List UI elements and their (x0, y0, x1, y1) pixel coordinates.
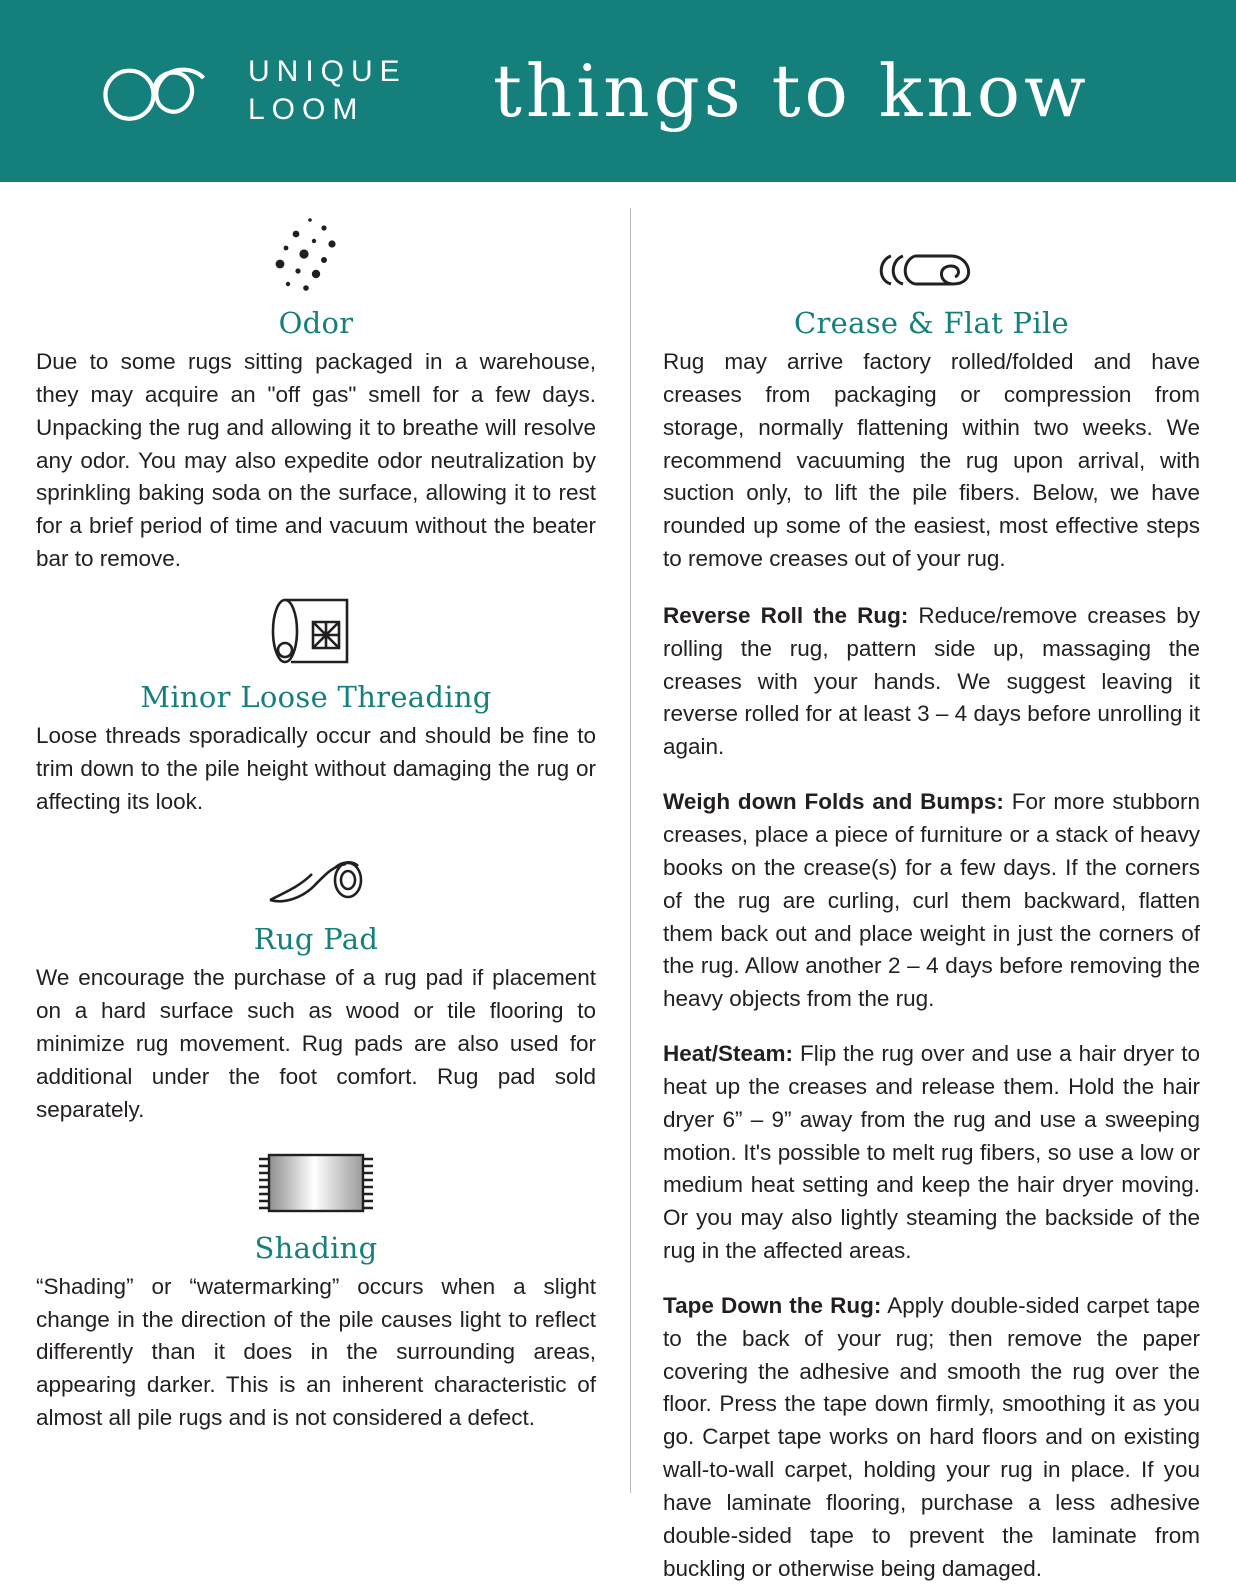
section-shading (36, 1133, 596, 1435)
rug-pad-roll-icon (36, 824, 596, 916)
tip-lead-heat-steam: Heat/Steam: (663, 1041, 794, 1067)
tip-tape-down (663, 1290, 1200, 1586)
curled-pile-icon (663, 208, 1200, 300)
section-body-odor: Due to some rugs sitting packaged in a warehouse, they may acquire an "off gas" smell for a few days. Unpacking the rug and allowing it to breathe will resolve any odor. You may also expedite odor neutralization by sprinkling baking soda on the surface, allowing it to rest for a brief period of time and vacuum without the beater bar to remove. (36, 349, 596, 572)
section-rug-pad (36, 824, 596, 1126)
section-body-shading: “Shading” or “watermarking” occurs when a slight change in the direction of the pile causes light to reflect differently than it does in the surrounding areas, appearing darker. This is an inherent characteristic of almost all pile rugs and is not considered a defect. (36, 1273, 596, 1431)
page-header (0, 0, 1236, 182)
brand-line-2: LOOM (248, 93, 365, 126)
content-columns (0, 182, 1236, 1581)
rolled-rug-icon (36, 582, 596, 674)
column-divider (630, 208, 631, 1493)
tip-lead-tape-down: Tape Down the Rug: (663, 1292, 882, 1318)
right-column (663, 208, 1200, 1581)
section-body-minor-loose-threading: Loose threads sporadically occur and should be fine to trim down to the pile height without damaging the rug or affecting its look. (36, 722, 596, 814)
tip-text-weigh-down: For more stubborn creases, place a piece of furniture or a stack of heavy books on the crease(s) for a few days. If the corners of the rug are curling, curl them backward, flatten them back out and place weight in just the corners of the rug. Allow another 2 – 4 days before removing the heavy objects from the rug. (663, 789, 1200, 1012)
section-title-minor-loose-threading: Minor Loose Threading (140, 679, 492, 714)
tip-reverse-roll (663, 600, 1200, 764)
unique-loom-logo-icon (90, 54, 230, 128)
section-title-rug-pad: Rug Pad (253, 922, 379, 957)
section-title-crease-flat-pile: Crease & Flat Pile (794, 306, 1069, 340)
section-title-odor: Odor (278, 306, 354, 340)
tip-lead-reverse-roll: Reverse Roll the Rug: (663, 602, 909, 628)
brand-line-1: UNIQUE (248, 54, 407, 88)
tip-heat-steam (663, 1038, 1200, 1268)
tip-weigh-down (663, 786, 1200, 1016)
section-title-shading: Shading (254, 1230, 378, 1265)
tip-lead-weigh-down: Weigh down Folds and Bumps: (663, 789, 1004, 815)
section-minor-loose-threading (36, 582, 596, 819)
section-body-rug-pad: We encourage the purchase of a rug pad if placement on a hard surface such as wood or tile flooring to minimize rug movement. Rug pads are also used for additional under the foot comfort. Rug pad sold separately. (36, 965, 596, 1122)
tip-text-heat-steam: Flip the rug over and use a hair dryer to heat up the creases and release them. Hold the hair dryer 6” – 9” away from the rug and use a sweeping motion. It's possible to melt rug fibers, so use a low or medium heat setting and keep the hair dryer moving. Or you may also lightly steaming the backside of the rug in the affected areas. (663, 1041, 1200, 1264)
tip-text-reverse-roll: Reduce/remove creases by rolling the rug, pattern side up, massaging the creases with your hands. We suggest leaving it reverse rolled for at least 3 – 4 days before unrolling it again. (663, 602, 1200, 760)
tip-text-tape-down: Apply double-sided carpet tape to the back of your rug; then remove the paper covering the adhesive and smooth the rug over the floor. Press the tape down firmly, smoothing it as you go. Carpet tape works on hard floors and on existing wall-to-wall carpet, holding your rug in place. If you have laminate flooring, purchase a less adhesive double-sided tape to prevent the laminate from buckling or otherwise being damaged. (663, 1292, 1200, 1581)
brand-lockup (90, 53, 407, 130)
odor-dots-icon (36, 208, 596, 300)
section-odor (36, 208, 596, 576)
crease-intro-text: Rug may arrive factory rolled/folded and have creases from packaging or compression from storage, normally flattening within two weeks. We recommend vacuuming the rug upon arrival, with suction only, to lift the pile fibers. Below, we have rounded up some of the easiest, most effective steps to remove creases out of your rug. (663, 349, 1200, 572)
brand-wordmark (248, 53, 407, 130)
page-title: things to know (492, 49, 1090, 133)
left-column (36, 208, 598, 1500)
shaded-rug-icon (36, 1133, 596, 1225)
